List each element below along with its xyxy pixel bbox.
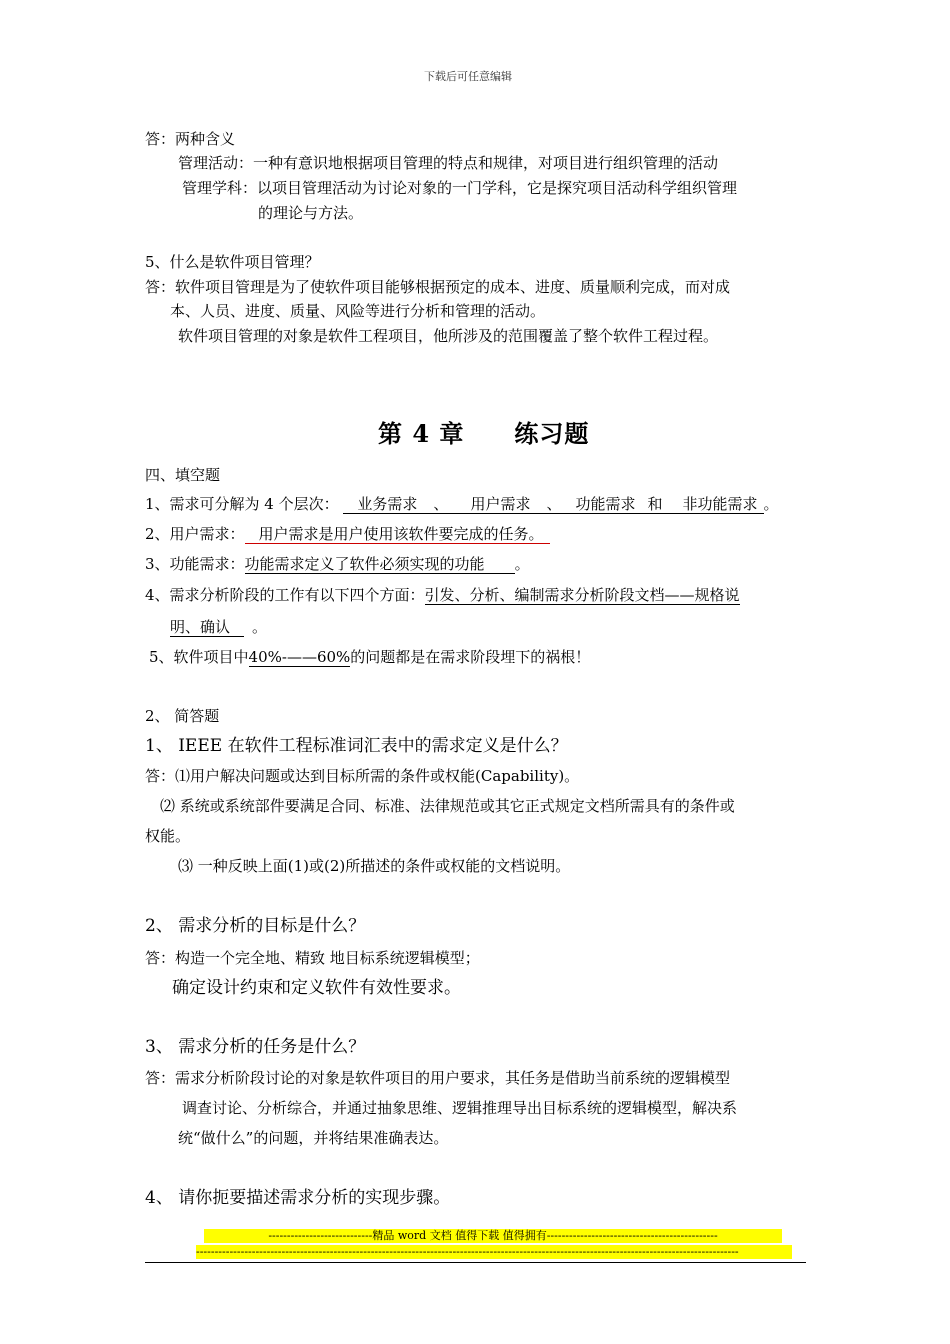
short-q2: 2、 需求分析的目标是什么？ (145, 916, 366, 936)
short-q3-answer-1: 答：需求分析阶段讨论的对象是软件项目的用户要求，其任务是借助当前系统的逻辑模型 (145, 1069, 731, 1087)
short-q3-answer-2: 调查讨论、分析综合，并通过抽象思维、逻辑推理导出目标系统的逻辑模型，解决系 (182, 1099, 738, 1117)
fill-q1 (145, 494, 779, 514)
page-header: 下载后可任意编辑 (424, 70, 512, 83)
fill-q2-prefix: 2、用户需求： (145, 525, 245, 543)
fill-q1-blank-4: 非功能需求 (669, 495, 764, 514)
short-q1-answer-2b: 权能。 (145, 827, 191, 845)
fill-q3-answer: 功能需求定义了软件必须实现的功能 (245, 555, 515, 574)
fill-q1-blank-1: 业务需求 (343, 495, 425, 514)
q5-answer-line-2: 本、人员、进度、质量、风险等进行分析和管理的活动。 (170, 302, 546, 320)
short-q1: 1、 IEEE 在软件工程标准词汇表中的需求定义是什么？ (145, 736, 568, 756)
short-q3: 3、 需求分析的任务是什么？ (145, 1037, 366, 1057)
mgmt-discipline-line-2: 的理论与方法。 (258, 204, 364, 222)
fill-q4-cont (170, 617, 267, 637)
fill-q4-answer-1: 引发、分析、编制需求分析阶段文档——规格说 (424, 586, 740, 604)
fill-heading: 四、填空题 (145, 466, 221, 484)
short-heading: 2、 简答题 (145, 707, 220, 725)
fill-q4-answer-2: 明、确认 (170, 618, 244, 637)
fill-q2-answer: 用户需求是用户使用该软件要完成的任务。 (245, 525, 550, 544)
q5-answer-line-3: 软件项目管理的对象是软件工程项目，他所涉及的范围覆盖了整个软件工程过程。 (178, 327, 719, 345)
footer-banner-text-2: -------------------------------------------------------------------------------------------------------------------------------------------------- (196, 1245, 792, 1259)
fill-q1-sep-2: 、 (538, 495, 569, 514)
short-q1-answer-3: ⑶ 一种反映上面(1)或(2)所描述的条件或权能的文档说明。 (178, 857, 571, 875)
fill-q1-blank-3: 功能需求 (569, 495, 641, 514)
short-q4: 4、 请你扼要描述需求分析的实现步骤。 (145, 1188, 451, 1208)
footer-banner-text-1: ----------------------------精品 word 文档 值得下载 值得拥有---------------------------------------------- (204, 1229, 782, 1243)
short-q1-answer-1: 答：⑴用户解决问题或达到目标所需的条件或权能(Capability)。 (145, 767, 580, 785)
q5-answer-line-1: 答：软件项目管理是为了使软件项目能够根据预定的成本、进度、质量顺利完成，而对成 (145, 278, 731, 296)
fill-q4 (145, 585, 740, 605)
chapter-title: 第 4 章 练习题 (378, 419, 590, 448)
short-q2-answer-1: 答：构造一个完全地、精致 地目标系统逻辑模型； (145, 949, 480, 967)
fill-q1-prefix: 1、需求可分解为 4 个层次： (145, 495, 339, 513)
fill-q3-end: 。 (514, 555, 530, 573)
fill-q5 (149, 647, 590, 667)
mgmt-discipline-line: 管理学科：以项目管理活动为讨论对象的一门学科，它是探究项目活动科学组织管理 (182, 179, 738, 197)
short-q2-answer-2: 确定设计约束和定义软件有效性要求。 (172, 978, 461, 998)
footer-rule (145, 1262, 806, 1263)
footer-banner-line-2 (196, 1245, 792, 1259)
fill-q1-end: 。 (763, 495, 779, 513)
fill-q2 (145, 524, 550, 544)
fill-q1-and: 和 (641, 495, 668, 514)
fill-q3 (145, 554, 530, 574)
fill-q1-blank-2: 用户需求 (456, 495, 538, 514)
question-5: 5、什么是软件项目管理？ (145, 253, 320, 271)
short-q3-answer-3: 统“做什么”的问题，并将结果准确表达。 (178, 1129, 449, 1147)
fill-q4-prefix: 4、需求分析阶段的工作有以下四个方面： (145, 586, 425, 604)
mgmt-activity-line: 管理活动：一种有意识地根据项目管理的特点和规律，对项目进行组织管理的活动 (178, 154, 719, 172)
footer-banner-line-1 (204, 1229, 782, 1243)
fill-q5-suffix: 的问题都是在需求阶段埋下的祸根！ (350, 648, 591, 666)
short-q1-answer-2: ⑵ 系统或系统部件要满足合同、标准、法律规范或其它正式规定文档所需具有的条件或 (160, 797, 735, 815)
fill-q4-end: 。 (252, 618, 268, 636)
fill-q3-prefix: 3、功能需求： (145, 555, 245, 573)
fill-q5-prefix: 5、软件项目中 (149, 648, 249, 666)
fill-q1-sep-1: 、 (425, 495, 456, 514)
fill-q5-answer: 40%-——60% (248, 648, 351, 666)
answer-label: 答：两种含义 (145, 130, 236, 148)
